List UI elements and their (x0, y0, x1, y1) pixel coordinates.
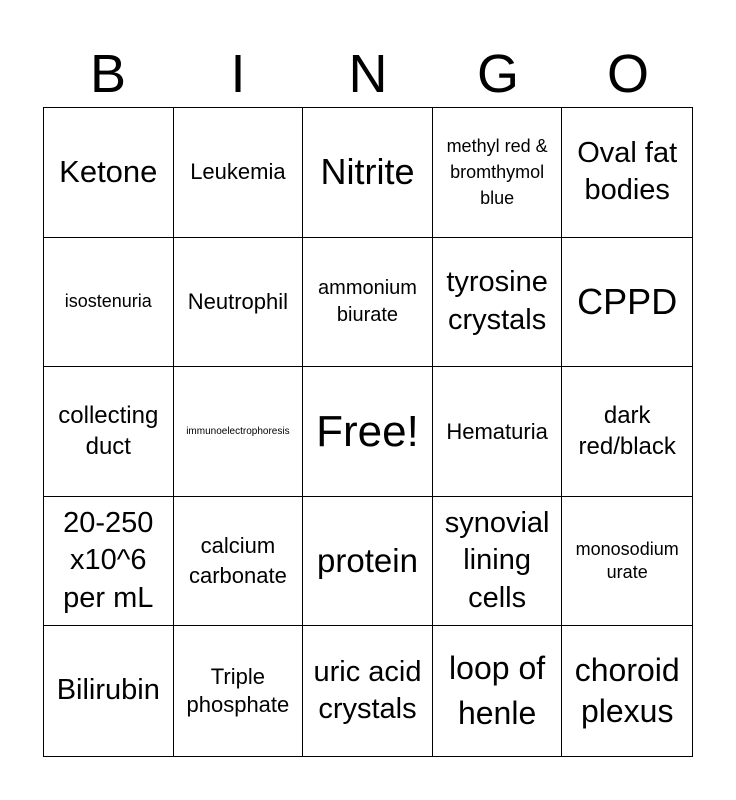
bingo-cell[interactable]: Bilirubin (44, 626, 174, 756)
header-letter-g: G (476, 44, 519, 104)
bingo-board (43, 107, 693, 757)
header-letter-n: N (348, 44, 388, 104)
bingo-cell[interactable]: Triple phosphate (174, 626, 304, 756)
bingo-cell[interactable]: loop of henle (433, 626, 563, 756)
free-space: Free! (303, 367, 433, 497)
bingo-cell[interactable]: tyrosine crystals (433, 238, 563, 368)
bingo-cell[interactable]: Oval fat bodies (562, 108, 692, 238)
bingo-cell[interactable]: Leukemia (174, 108, 304, 238)
bingo-cell[interactable]: immunoelectrophoresis (174, 367, 304, 497)
bingo-cell[interactable]: collecting duct (44, 367, 174, 497)
bingo-cell[interactable]: dark red/black (562, 367, 692, 497)
bingo-cell[interactable]: ammonium biurate (303, 238, 433, 368)
header-letter-i: I (230, 44, 246, 104)
bingo-cell[interactable]: isostenuria (44, 238, 174, 368)
bingo-cell[interactable]: Nitrite (303, 108, 433, 238)
bingo-cell[interactable]: uric acid crystals (303, 626, 433, 756)
bingo-header (43, 42, 693, 106)
bingo-cell[interactable]: CPPD (562, 238, 692, 368)
bingo-cell[interactable]: Ketone (44, 108, 174, 238)
bingo-cell[interactable]: synovial lining cells (433, 497, 563, 627)
bingo-cell[interactable]: Neutrophil (174, 238, 304, 368)
header-letter-o: O (606, 44, 649, 104)
bingo-cell[interactable]: protein (303, 497, 433, 627)
bingo-cell[interactable]: Hematuria (433, 367, 563, 497)
bingo-cell[interactable]: monosodium urate (562, 497, 692, 627)
header-letter-b: B (89, 44, 127, 104)
bingo-cell[interactable]: choroid plexus (574, 651, 680, 730)
bingo-cell[interactable]: calcium carbonate (174, 497, 304, 627)
bingo-cell[interactable]: 20-250 x10^6 per mL (44, 497, 174, 627)
bingo-cell[interactable]: methyl red & bromthymol blue (433, 108, 563, 238)
